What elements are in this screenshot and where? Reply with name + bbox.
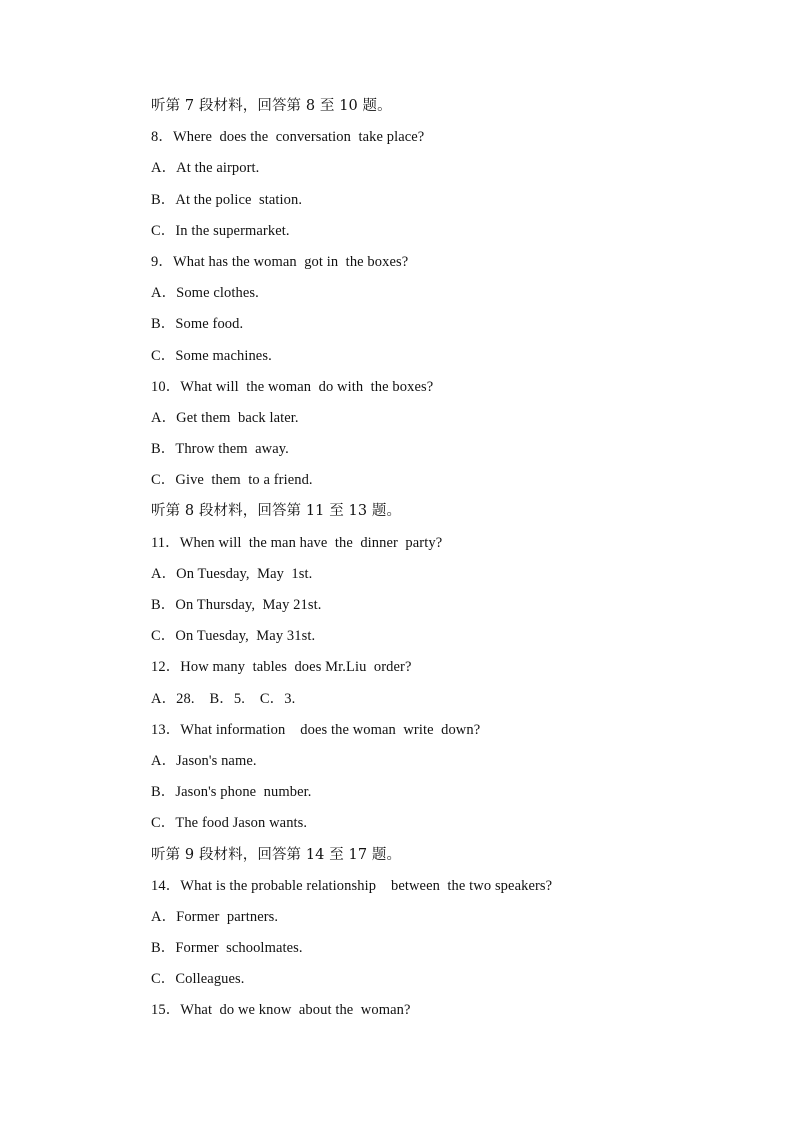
q13-option-b: B．Jason's phone number.: [151, 784, 312, 801]
question-8: 8．Where does the conversation take place?: [151, 129, 425, 146]
q11-option-b: B．On Thursday, May 21st.: [151, 597, 322, 613]
q13-option-c: C．The food Jason wants.: [151, 815, 308, 832]
question-12: 12．How many tables does Mr.Liu order?: [151, 659, 412, 676]
question-13: 13．What information does the woman write down?: [151, 721, 481, 738]
exam-content: [151, 94, 771, 1030]
question-15: 15．What do we know about the woman?: [151, 1002, 411, 1019]
section-heading-8: 听第 8 段材料，回答第 11 至 13 题。: [151, 503, 402, 520]
q13-option-a: A．Jason's name.: [151, 752, 257, 769]
q11-option-c: C．On Tuesday, May 31st.: [151, 628, 316, 645]
section-heading-9: 听第 9 段材料，回答第 14 至 17 题。: [151, 846, 402, 863]
q8-option-c: C．In the supermarket.: [151, 222, 290, 239]
q14-option-b: B．Former schoolmates.: [151, 940, 303, 957]
q10-option-b: B．Throw them away.: [151, 441, 289, 458]
q10-option-a: A．Get them back later.: [151, 409, 299, 426]
q14-option-c: C．Colleagues.: [151, 971, 245, 988]
section-heading-7: 听第 7 段材料，回答第 8 至 10 题。: [151, 98, 392, 114]
question-14: 14．What is the probable relationship between the two speakers?: [151, 877, 553, 894]
q12-options: A．28. B．5. C．3.: [151, 690, 296, 707]
question-11: 11．When will the man have the dinner party?: [151, 534, 443, 551]
q9-option-c: C．Some machines.: [151, 347, 272, 364]
q8-option-b: B．At the police station.: [151, 191, 303, 208]
q8-option-a: A．At the airport.: [151, 160, 260, 177]
q14-option-a: A．Former partners.: [151, 908, 279, 925]
q10-option-c: C．Give them to a friend.: [151, 472, 313, 489]
question-10: 10．What will the woman do with the boxes?: [151, 378, 434, 395]
q9-option-b: B．Some food.: [151, 316, 244, 333]
q11-option-a: A．On Tuesday, May 1st.: [151, 565, 313, 582]
q9-option-a: A．Some clothes.: [151, 285, 259, 302]
question-9: 9．What has the woman got in the boxes?: [151, 253, 409, 270]
